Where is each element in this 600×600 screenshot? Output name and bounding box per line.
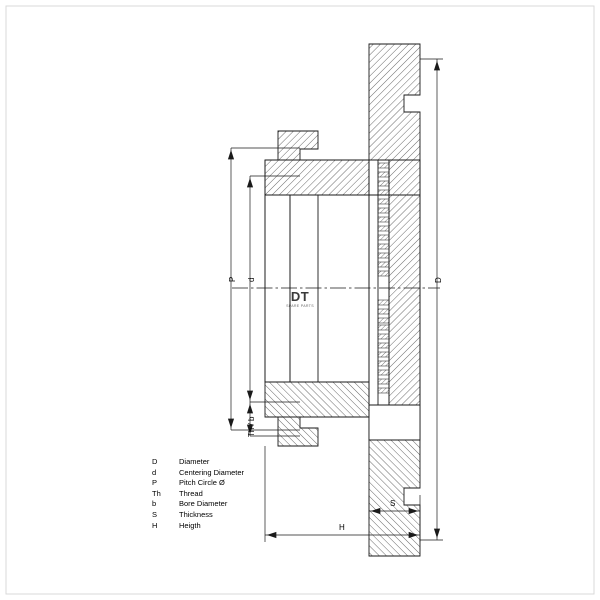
- logo-sub-text: SPARE PARTS: [286, 304, 314, 308]
- hub-bell-bottom: [265, 382, 369, 446]
- legend-symbol: b: [152, 499, 157, 509]
- hub-bell-top: [265, 131, 369, 195]
- legend-symbol: P: [152, 478, 158, 488]
- legend-symbol: Th: [152, 488, 161, 498]
- dt-logo: [278, 290, 322, 316]
- legend-description: Thread: [179, 488, 203, 498]
- legend-description: Diameter: [179, 457, 210, 466]
- ring-mid-band: [369, 160, 420, 440]
- legend-description: Pitch Circle Ø: [179, 478, 225, 488]
- legend-description: Centering Diameter: [179, 467, 245, 477]
- vent-ribs-bottom: [378, 300, 389, 393]
- dimension-label-D: D: [434, 277, 443, 283]
- legend-symbol: H: [152, 520, 158, 530]
- legend-row: [152, 468, 244, 479]
- dimension-label-P: P: [228, 276, 237, 282]
- legend-symbol: S: [152, 509, 158, 519]
- legend-row: [152, 457, 244, 468]
- hub-wall: [265, 195, 369, 382]
- dimension-label-d: d: [247, 277, 256, 282]
- legend-row: [152, 478, 244, 489]
- legend-row: [152, 499, 244, 510]
- dimension-label-Th-b: Th / b: [247, 416, 256, 437]
- legend-symbol: d: [152, 467, 157, 477]
- legend-description: Bore Diameter: [179, 499, 228, 509]
- legend: [152, 457, 244, 531]
- legend-description: Thickness: [179, 509, 213, 519]
- legend-symbol: D: [152, 457, 158, 466]
- dimension-label-H: H: [339, 523, 345, 532]
- disc-section: [228, 44, 443, 556]
- dimension-label-S: S: [390, 499, 396, 508]
- legend-row: [152, 521, 244, 532]
- legend-description: Heigth: [179, 520, 201, 530]
- legend-row: [152, 510, 244, 521]
- logo-main-text: DT: [290, 289, 310, 304]
- legend-row: [152, 489, 244, 500]
